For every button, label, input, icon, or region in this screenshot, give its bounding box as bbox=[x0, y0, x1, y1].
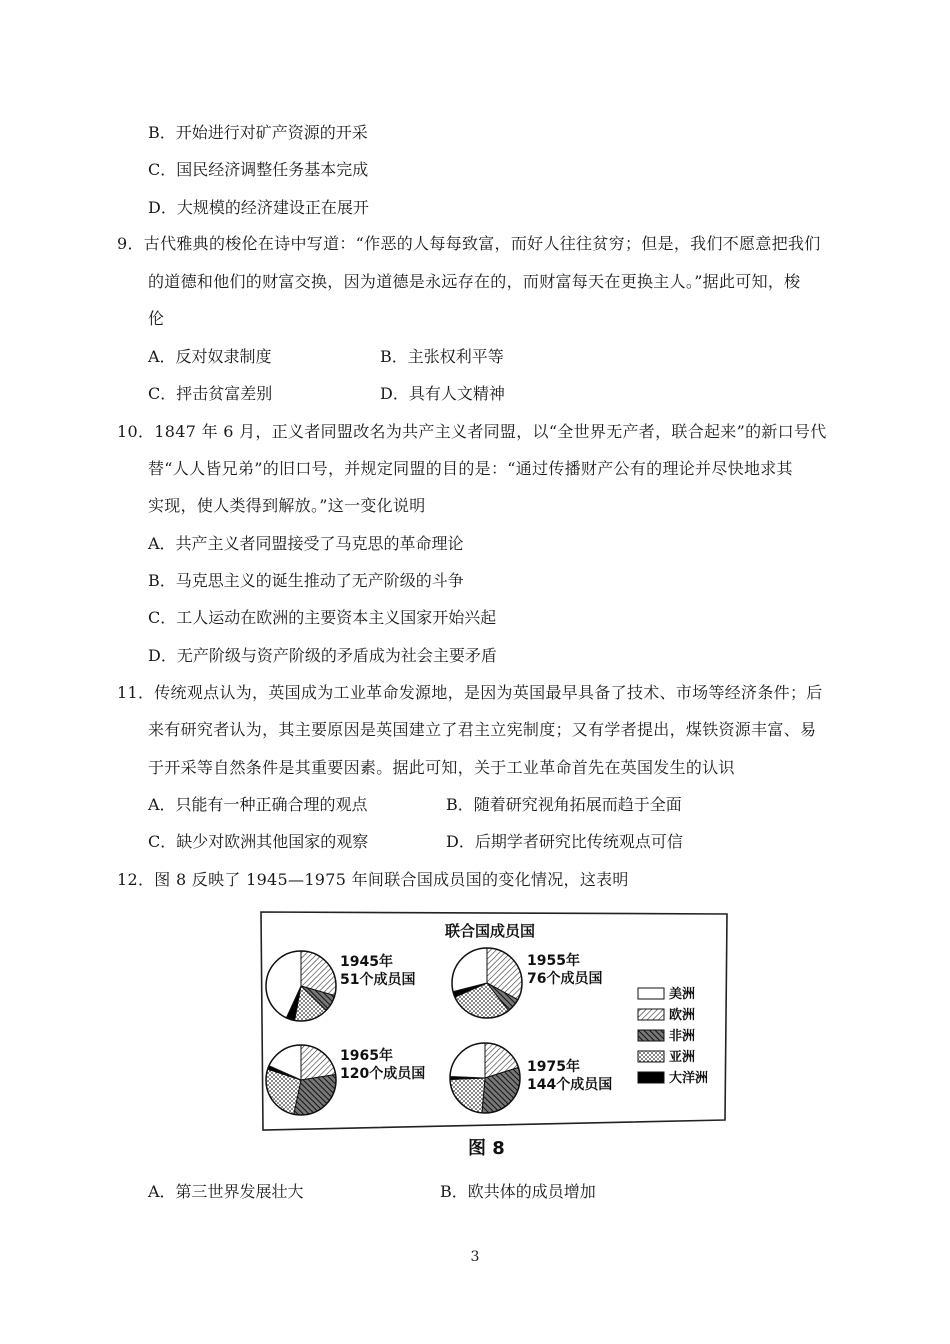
legend-label-大洋洲: 大洋洲 bbox=[669, 1071, 709, 1086]
chart-caption: 图 8 bbox=[468, 1138, 505, 1159]
legend-swatch-欧洲 bbox=[638, 1009, 664, 1020]
q9-stem-line-1: 9．古代雅典的梭伦在诗中写道：“作恶的人每每致富，而好人往往贫穷；但是，我们不愿意把我们 bbox=[117, 234, 821, 253]
pie-count-label: 120个成员国 bbox=[340, 1066, 426, 1082]
q9-stem-line-2: 的道德和他们的财富交换，因为道德是永远存在的，而财富每天在更换主人。”据此可知，梭 bbox=[148, 272, 801, 291]
chart-title: 联合国成员国 bbox=[445, 922, 536, 940]
q10-stem-line-1: 10．1847 年 6 月，正义者同盟改名为共产主义者同盟，以“全世界无产者，联合起来”的新口号代 bbox=[117, 422, 827, 441]
pie-year-label: 1965年 bbox=[340, 1048, 393, 1064]
q8-option-c: C．国民经济调整任务基本完成 bbox=[148, 160, 369, 179]
legend-swatch-亚洲 bbox=[638, 1051, 664, 1062]
q9-option-c: C．抨击贫富差别 bbox=[148, 384, 273, 403]
q11-option-a: A．只能有一种正确合理的观点 bbox=[148, 795, 368, 814]
q9-option-d: D．具有人文精神 bbox=[380, 384, 505, 403]
q10-stem-line-2: 替“人人皆兄弟”的旧口号，并规定同盟的目的是：“通过传播财产公有的理论并尽快地求其 bbox=[148, 459, 793, 478]
q10-option-c: C．工人运动在欧洲的主要资本主义国家开始兴起 bbox=[148, 608, 497, 627]
figure-8 bbox=[255, 908, 733, 1160]
pie-count-label: 51个成员国 bbox=[340, 972, 416, 988]
q9-stem-line-3: 伦 bbox=[148, 309, 165, 328]
q10-option-d: D．无产阶级与资产阶级的矛盾成为社会主要矛盾 bbox=[148, 646, 497, 665]
q12-option-b: B．欧共体的成员增加 bbox=[440, 1182, 596, 1201]
q8-option-d: D．大规模的经济建设正在展开 bbox=[148, 198, 369, 217]
pie-year-label: 1975年 bbox=[527, 1059, 580, 1075]
pie-count-label: 76个成员国 bbox=[527, 971, 603, 987]
q10-option-a: A．共产主义者同盟接受了马克思的革命理论 bbox=[148, 534, 464, 553]
legend-swatch-大洋洲 bbox=[638, 1072, 664, 1083]
legend-label-非洲: 非洲 bbox=[669, 1029, 696, 1044]
q12-stem: 12．图 8 反映了 1945—1975 年间联合国成员国的变化情况，这表明 bbox=[117, 870, 629, 889]
q11-stem-line-3: 于开采等自然条件是其重要因素。据此可知，关于工业革命首先在英国发生的认识 bbox=[148, 758, 735, 777]
pie-year-label: 1955年 bbox=[527, 953, 580, 969]
legend-label-欧洲: 欧洲 bbox=[669, 1008, 696, 1023]
legend-swatch-美洲 bbox=[638, 988, 664, 999]
q10-stem-line-3: 实现，使人类得到解放。”这一变化说明 bbox=[148, 496, 426, 515]
q10-option-b: B．马克思主义的诞生推动了无产阶级的斗争 bbox=[148, 571, 464, 590]
pie-year-label: 1945年 bbox=[340, 954, 393, 970]
q8-option-b: B．开始进行对矿产资源的开采 bbox=[148, 123, 368, 142]
q11-stem-line-1: 11．传统观点认为，英国成为工业革命发源地，是因为英国最早具备了技术、市场等经济条件；后 bbox=[117, 683, 823, 702]
pie-count-label: 144个成员国 bbox=[527, 1077, 613, 1093]
page-number: 3 bbox=[470, 1249, 480, 1265]
q11-option-d: D．后期学者研究比传统观点可信 bbox=[446, 832, 683, 851]
q11-option-c: C．缺少对欧洲其他国家的观察 bbox=[148, 832, 369, 851]
legend-swatch-非洲 bbox=[638, 1030, 664, 1041]
q9-option-b: B．主张权利平等 bbox=[380, 347, 504, 366]
q12-option-a: A．第三世界发展壮大 bbox=[148, 1182, 304, 1201]
legend-label-亚洲: 亚洲 bbox=[669, 1050, 696, 1065]
q11-option-b: B．随着研究视角拓展而趋于全面 bbox=[446, 795, 682, 814]
q11-stem-line-2: 来有研究者认为，其主要原因是英国建立了君主立宪制度；又有学者提出，煤铁资源丰富、易 bbox=[148, 720, 817, 739]
q9-option-a: A．反对奴隶制度 bbox=[148, 347, 272, 366]
un-members-chart bbox=[255, 908, 733, 1160]
legend-label-美洲: 美洲 bbox=[669, 987, 696, 1002]
